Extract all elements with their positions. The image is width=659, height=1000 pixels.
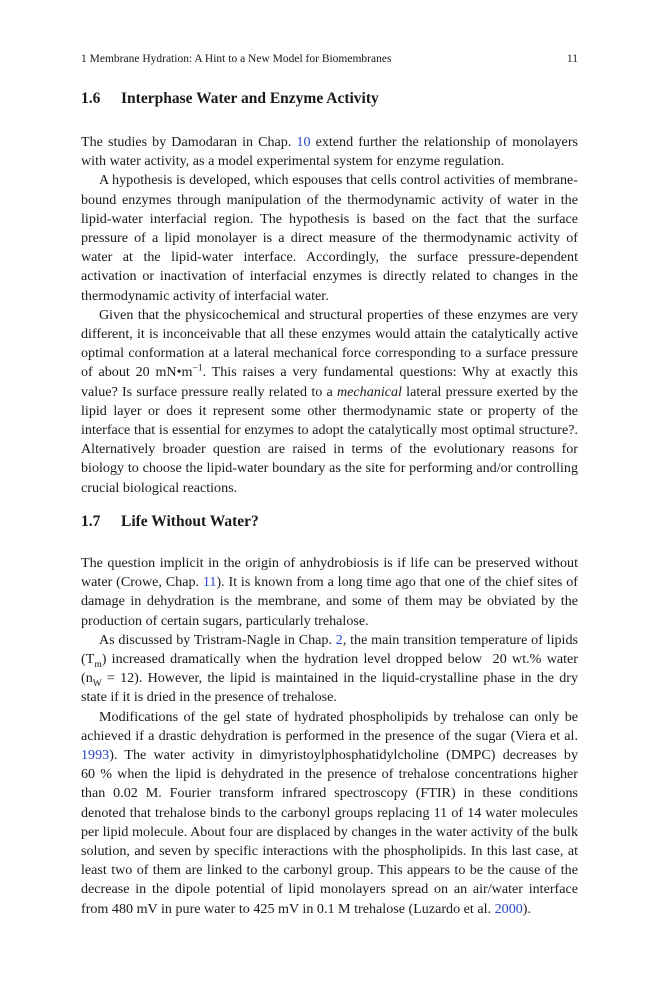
text-run: = 12). However, the lipid is maintained in the liquid-crystalline phase in the dry state if it is dried in the presence of trehalose. [81,670,578,706]
section-title: Life Without Water? [121,513,259,530]
chapter-link[interactable]: 10 [296,134,311,150]
chapter-running-title: 1 Membrane Hydration: A Hint to a New Model for Biomembranes [81,53,392,65]
emphasis: mechanical [336,383,402,400]
section-title: Interphase Water and Enzyme Activity [121,90,379,107]
subscript: m [94,659,102,670]
section-number: 1.7 [81,513,101,530]
paragraph [81,708,578,919]
citation-link[interactable]: 2000 [494,900,523,917]
section-1-6-body [81,133,578,498]
text-run: ). [522,900,531,917]
text-run: extend further the relationship of monolayers with water activity, as a model experimental system for enzyme regulation. [81,134,578,170]
text-run: The studies by Damodaran in Chap. [81,134,297,150]
paragraph [81,306,578,498]
text-run: . This raises a very fundamental questions: Why at exactly this value? Is surface pressure really related to a [81,364,578,400]
section-1-7-body [81,554,578,919]
section-number: 1.6 [81,90,101,107]
chapter-link[interactable]: 2 [335,631,343,648]
paragraph [81,133,578,171]
text-run: As discussed by Tristram-Nagle in Chap. [99,631,336,648]
citation-link[interactable]: 1993 [81,747,110,764]
text-run: Given that the physicochemical and structural properties of these enzymes are very different, it is inconceivable that all these enzymes would attain the catalytically active optimal conformation at a lateral mechanical force corresponding to a surface pressure of about 20 mN•m [81,306,578,381]
paragraph [81,554,578,631]
chapter-link[interactable]: 11 [202,574,217,591]
subscript: W [92,679,102,690]
text-run: The question implicit in the origin of anhydrobiosis is if life can be preserved without water (Crowe, Chap. [81,555,578,591]
superscript: −1 [192,363,203,374]
text-run: lateral pressure exerted by the lipid layer or does it represent some other thermodynamic state or property of the interface that is essential for enzymes to adopt the catalytically most optimal structure?. Alternatively broader question are raised in terms of the evolutionary reasons for biology to choose the lipid-water boundary as the site for performing and/or controlling crucial biological reactions. [81,383,578,496]
section-heading-1-7 [81,512,578,532]
text-run: ). It is known from a long time ago that one of the chief sites of damage in dehydration is the membrane, and some of them may be obviated by the production of certain sugars, particularly trehalose. [81,574,578,629]
text-run: Modifications of the gel state of hydrated phospholipids by trehalose can only be achieved if a drastic dehydration is performed in the presence of the sugar (Viera et al. [81,708,578,744]
text-run: , the main transition temperature of lipids (T [81,631,578,668]
page-number: 11 [566,53,578,65]
text-run: ) increased dramatically when the hydration level dropped below 20 wt.% water (n [81,651,578,687]
paragraph: A hypothesis is developed, which espouses that cells control activities of membrane-bound enzymes through manipulation of the thermodynamic activity of water in the lipid-water interfacial region. The hypothesis is based on the fact that the surface pressure of a lipid monolayer is a direct measure of the thermodynamic activity of water at the lipid-water interface. Accordingly, the surface pressure-dependent activation or inactivation of interfacial enzymes is directly related to changes in the thermodynamic activity of interfacial water. [81,172,578,304]
paragraph [81,631,578,708]
text-run: ). The water activity in dimyristoylphosphatidylcholine (DMPC) decreases by 60 % when the lipid is dehydrated in the presence of trehalose concentrations higher than 0.02 M. Fourier transform infrared spectroscopy (FTIR) in these conditions denoted that trehalose binds to the carbonyl groups replacing 11 of 14 water molecules per lipid molecule. About four are displaced by changes in the water activity of the bulk solution, and seven by specific interactions with the phospholipids. In this last case, at least two of them are linked to the carbonyl group. This appears to be the cause of the decrease in the dipole potential of lipid monolayers spread on an air/water interface from 480 mV in pure water to 425 mV in 0.1 M trehalose (Luzardo et al. [81,747,578,917]
section-heading-1-6 [81,89,578,109]
